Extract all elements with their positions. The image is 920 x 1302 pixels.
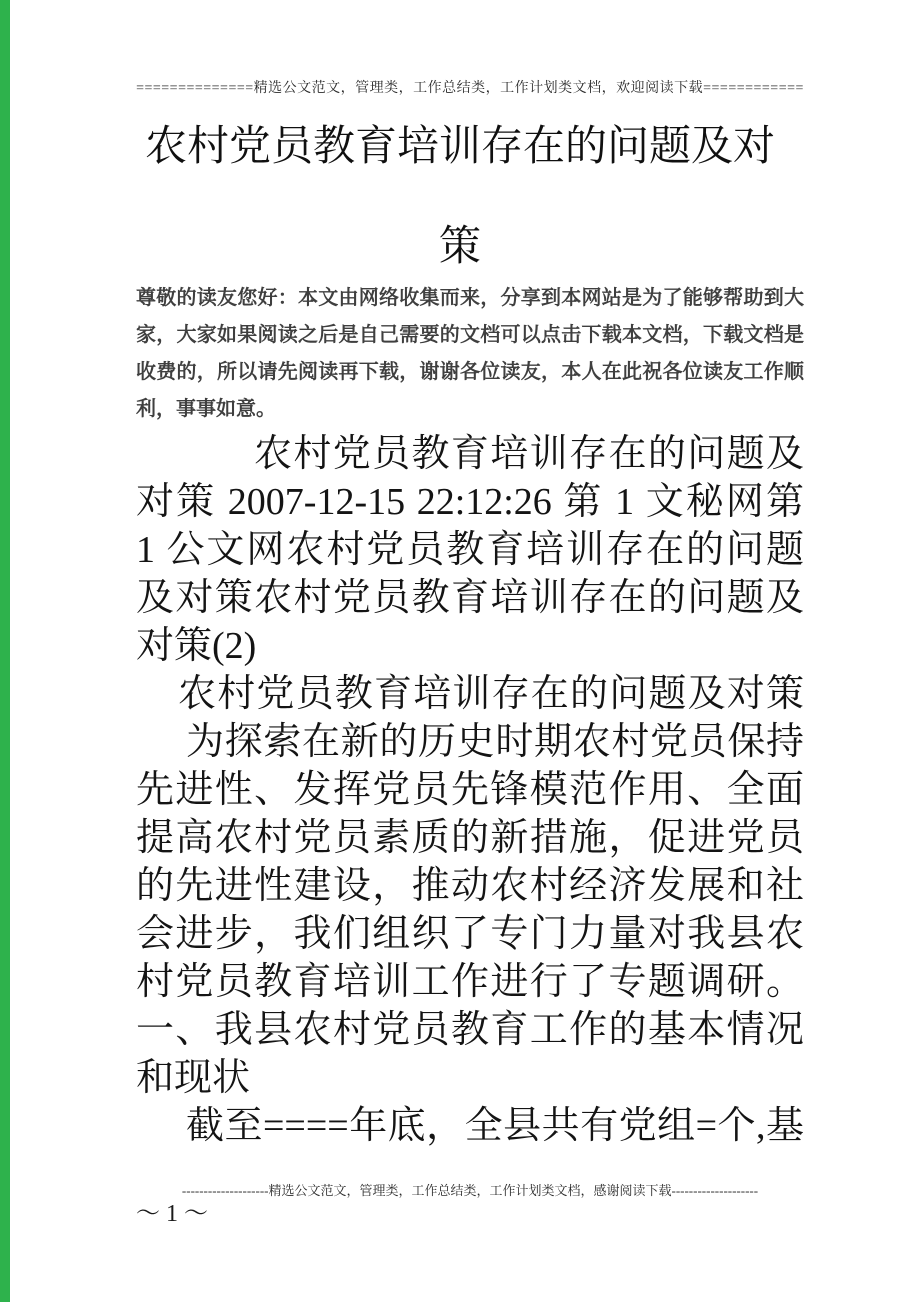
page-footer-line: --------------------精选公文范文，管理类，工作总结类，工作计划类文档，感谢阅读下载-------------------- bbox=[181, 1183, 759, 1198]
body-line: 村党员教育培训工作进行了专题调研。 bbox=[136, 961, 804, 1003]
page-number: ～ 1 ～ bbox=[136, 1201, 208, 1227]
body-line: 农村党员教育培训存在的问题及 bbox=[254, 433, 804, 475]
doc-title-line-2: 策 bbox=[438, 224, 481, 270]
body-line: 对策 2007-12-15 22:12:26 第 1 文秘网第 bbox=[136, 481, 804, 523]
body-line: 1 公文网农村党员教育培训存在的问题 bbox=[136, 529, 804, 571]
page-edge-strip bbox=[0, 0, 10, 1302]
body-line: 截至====年底，全县共有党组=个,基 bbox=[186, 1105, 804, 1147]
notice-line: 利，事事如意。 bbox=[136, 398, 276, 420]
body-line: 对策(2) bbox=[136, 625, 257, 667]
document-body bbox=[136, 430, 804, 1150]
notice-line: 收费的，所以请先阅读再下载，谢谢各位读友，本人在此祝各位读友工作顺 bbox=[136, 361, 804, 383]
body-line: 农村党员教育培训存在的问题及对策 bbox=[178, 673, 804, 715]
body-line: 及对策农村党员教育培训存在的问题及 bbox=[136, 577, 804, 619]
body-line: 会进步，我们组织了专门力量对我县农 bbox=[136, 913, 804, 955]
body-line: 和现状 bbox=[136, 1057, 251, 1099]
reader-notice bbox=[136, 280, 804, 428]
body-line: 为探索在新的历史时期农村党员保持 bbox=[186, 721, 804, 763]
doc-title-line-1: 农村党员教育培训存在的问题及对 bbox=[144, 124, 775, 170]
body-line: 一、我县农村党员教育工作的基本情况 bbox=[136, 1009, 804, 1051]
page-header-line: ==============精选公文范文，管理类，工作总结类，工作计划类文档，欢迎阅读下载============ bbox=[136, 81, 804, 96]
notice-line: 家，大家如果阅读之后是自己需要的文档可以点击下载本文档，下载文档是 bbox=[136, 324, 804, 346]
notice-line: 尊敬的读友您好：本文由网络收集而来，分享到本网站是为了能够帮助到大 bbox=[136, 287, 804, 309]
body-line: 提高农村党员素质的新措施，促进党员 bbox=[136, 817, 804, 859]
body-line: 先进性、发挥党员先锋模范作用、全面 bbox=[136, 769, 804, 811]
body-line: 的先进性建设，推动农村经济发展和社 bbox=[136, 865, 804, 907]
